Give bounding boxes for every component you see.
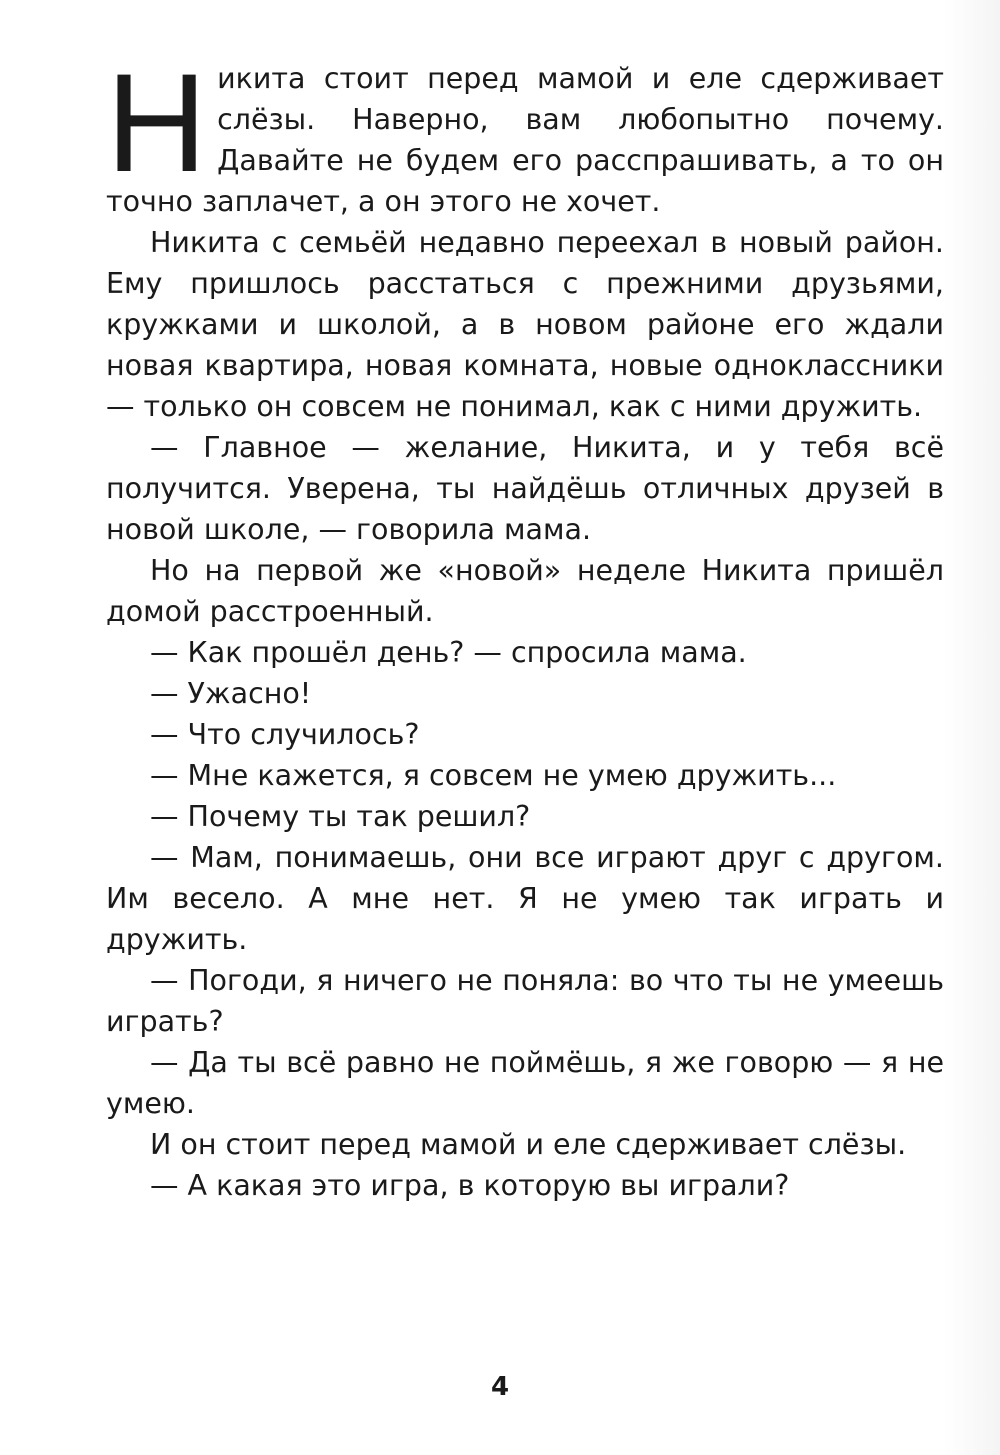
- paragraph-narration: И он стоит перед мамой и еле сдерживает слёзы.: [150, 1128, 907, 1161]
- dialogue-line-7: — Погоди, я ничего не поняла: во что ты не умеешь играть?: [106, 964, 944, 1038]
- dialogue-line-1: — Как прошёл день? — спросила мама.: [150, 636, 747, 669]
- dialogue-line-3: — Что случилось?: [150, 718, 420, 751]
- paragraph-3: — Главное — желание, Никита, и у тебя всё получится. Уверена, ты найдёшь отличных друзей в новой школе, — говорила мама.: [106, 431, 944, 546]
- dialogue-line-6: — Мам, понимаешь, они все играют друг с другом. Им весело. А мне нет. Я не умею так играть и дружить.: [106, 841, 944, 956]
- paragraph-4: Но на первой же «новой» неделе Никита пришёл домой расстроенный.: [106, 554, 944, 628]
- page-edge-shadow: [944, 0, 1000, 1455]
- dialogue-line-9: — А какая это игра, в которую вы играли?: [150, 1169, 790, 1202]
- paragraph-1-text: икита стоит перед мамой и еле сдерживает слёзы. Наверно, вам любопытно почему. Давайте не будем его расспрашивать, а то он точно заплачет, а он этого не хочет.: [106, 62, 944, 218]
- dialogue-line-8: — Да ты всё равно не поймёшь, я же говорю — я не умею.: [106, 1046, 944, 1120]
- paragraph-2: Никита с семьёй недавно переехал в новый район. Ему пришлось расстаться с прежними друзьями, кружками и школой, а в новом районе его ждали новая квартира, новая комната, новые одноклассники — только он совсем не понимал, как с ними дружить.: [106, 226, 944, 423]
- drop-cap: Н: [106, 44, 208, 201]
- story-text: [106, 44, 944, 1206]
- dialogue-line-5: — Почему ты так решил?: [150, 800, 531, 833]
- dialogue-line-4: — Мне кажется, я совсем не умею дружить...: [150, 759, 837, 792]
- dialogue-line-2: — Ужасно!: [150, 677, 312, 710]
- page-number: 4: [490, 1372, 510, 1402]
- paragraph-1: [106, 44, 944, 222]
